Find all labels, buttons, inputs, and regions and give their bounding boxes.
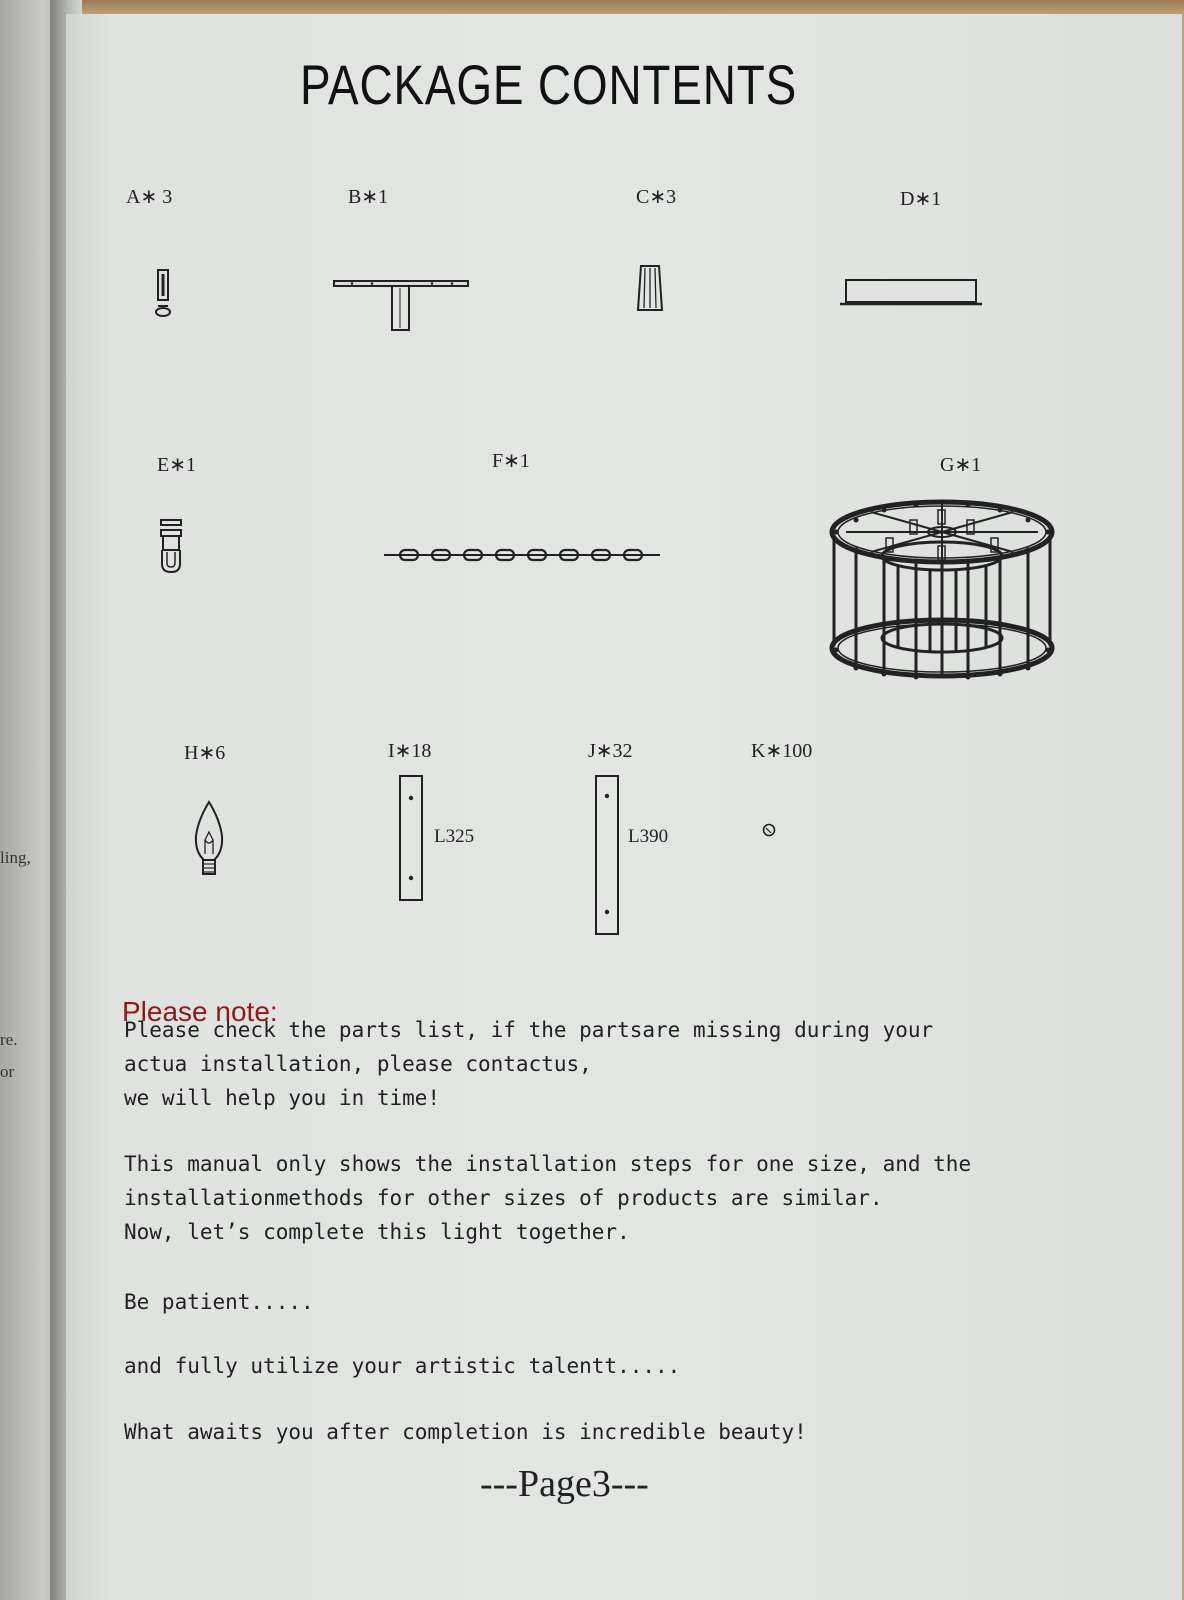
part-d-label: D∗1	[900, 188, 942, 210]
note-line: What awaits you after completion is incredible beauty!	[124, 1420, 807, 1444]
part-k-label: K∗100	[751, 740, 813, 762]
screw-icon	[150, 268, 176, 322]
part-c-label: C∗3	[636, 186, 677, 208]
page-number: ---Page3---	[480, 1463, 649, 1505]
note-line: and fully utilize your artistic talentt.....	[124, 1354, 681, 1378]
crystal-rod-icon	[398, 774, 426, 904]
bulb-icon	[192, 800, 226, 880]
part-f-label: F∗1	[492, 450, 530, 472]
chandelier-frame-icon	[826, 498, 1058, 684]
part-b-label: B∗1	[348, 186, 389, 208]
part-i-label: I∗18	[388, 740, 432, 762]
note-line: installationmethods for other sizes of products are similar.	[124, 1186, 883, 1210]
note-line: Be patient.....	[124, 1290, 314, 1314]
left-page-fragment: or	[0, 1062, 15, 1081]
canopy-icon	[838, 278, 984, 308]
wire-nut-icon	[634, 262, 666, 314]
note-heading: Please note:	[122, 996, 278, 1027]
note-line: This manual only shows the installation steps for one size, and the	[124, 1152, 972, 1176]
part-a-label: A∗ 3	[126, 186, 173, 208]
part-j-length: L390	[628, 826, 669, 847]
part-i-length: L325	[434, 826, 475, 847]
left-page-fragment: re.	[0, 1030, 18, 1049]
part-g-label: G∗1	[940, 454, 982, 476]
note-line: we will help you in time!	[124, 1086, 441, 1110]
note-line: Now, let’s complete this light together.	[124, 1220, 630, 1244]
crystal-rod-icon	[594, 774, 622, 938]
part-h-label: H∗6	[184, 742, 226, 764]
page-title: PACKAGE CONTENTS	[300, 53, 798, 116]
left-page-fragment: ling,	[0, 848, 31, 867]
t-bracket-icon	[332, 276, 470, 334]
note-line: actua installation, please contactus,	[124, 1052, 592, 1076]
ring-icon	[761, 822, 777, 838]
part-e-label: E∗1	[157, 454, 196, 476]
note-line: Please check the parts list, if the partsare missing during your	[124, 1018, 934, 1042]
chain-icon	[382, 544, 662, 566]
part-j-label: J∗32	[588, 740, 633, 762]
hook-icon	[156, 518, 186, 574]
